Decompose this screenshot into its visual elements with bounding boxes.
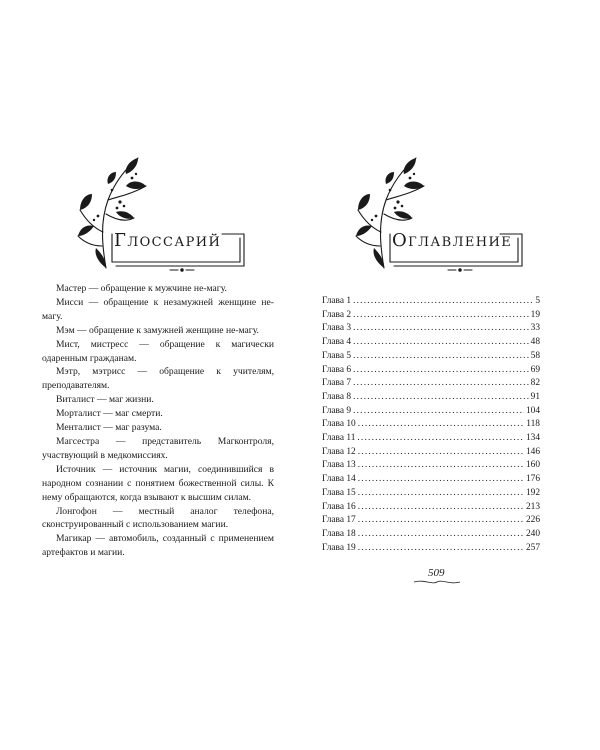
toc-dot-leader (357, 432, 524, 446)
toc-row (322, 391, 540, 405)
toc-page-number: 5 (535, 296, 540, 306)
toc-dot-leader (353, 336, 529, 350)
toc-page-number: 104 (525, 405, 540, 416)
toc-dot-leader (358, 487, 524, 501)
botanical-ornament-icon (350, 150, 550, 275)
folio-flourish-icon (412, 578, 462, 586)
toc-row (322, 514, 540, 528)
toc-chapter-label: Глава 17 (322, 515, 356, 526)
toc-row (322, 542, 540, 556)
toc-dot-leader (358, 446, 524, 460)
toc-page-number: 58 (530, 350, 540, 361)
toc-dot-leader (353, 309, 529, 323)
glossary-entry: Мисси — обращение к незамужней женщине не-магу. (42, 296, 274, 322)
toc-chapter-label: Глава 11 (322, 433, 356, 444)
toc-dot-leader (353, 364, 529, 378)
toc-chapter-label: Глава 19 (322, 542, 356, 553)
toc-dot-leader (353, 295, 533, 309)
toc-chapter-label: Глава 15 (322, 487, 356, 498)
toc-chapter-label: Глава 14 (322, 474, 356, 485)
toc-row (322, 336, 540, 350)
toc-page-number: 176 (525, 474, 540, 485)
glossary-entry: Мист, мистресс — обращение к магически одаренным гражданам. (42, 338, 274, 364)
table-of-contents (322, 295, 540, 555)
toc-row (322, 528, 540, 542)
glossary-entry: Виталист — маг жизни. (56, 394, 154, 406)
toc-chapter-label: Глава 6 (322, 364, 352, 375)
page-number: 509 (428, 567, 445, 579)
toc-row (322, 405, 540, 419)
toc-page-number: 213 (525, 501, 540, 512)
glossary-title: Глоссарий (114, 230, 222, 251)
toc-chapter-label: Глава 2 (322, 309, 352, 320)
right-page (300, 0, 600, 750)
toc-chapter-label: Глава 9 (322, 405, 352, 416)
toc-row (322, 377, 540, 391)
glossary-entry: Мэтр, мэтрисс — обращение к учителям, преподавателям. (42, 366, 274, 392)
toc-row (322, 446, 540, 460)
toc-row (322, 501, 540, 515)
toc-chapter-label: Глава 7 (322, 378, 352, 389)
toc-chapter-label: Глава 4 (322, 337, 352, 348)
toc-chapter-label: Глава 1 (322, 296, 352, 306)
toc-row (322, 364, 540, 378)
toc-row (322, 432, 540, 446)
toc-dot-leader (358, 501, 524, 515)
toc-dot-leader (358, 514, 524, 528)
toc-row (322, 459, 540, 473)
toc-row (322, 473, 540, 487)
toc-dot-leader (358, 542, 524, 556)
toc-chapter-label: Глава 3 (322, 323, 352, 334)
toc-row (322, 295, 540, 309)
glossary-entry: Менталист — маг разума. (56, 422, 162, 434)
toc-chapter-label: Глава 18 (322, 528, 356, 539)
glossary-entry: Морталист — маг смерти. (56, 408, 163, 420)
toc-chapter-label: Глава 13 (322, 460, 356, 471)
toc-page-number: 69 (530, 364, 540, 375)
toc-dot-leader (358, 418, 525, 432)
toc-chapter-label: Глава 16 (322, 501, 356, 512)
toc-page-number: 240 (525, 528, 540, 539)
toc-page-number: 226 (525, 515, 540, 526)
glossary-header (72, 150, 272, 275)
toc-dot-leader (353, 377, 529, 391)
glossary-entry: Мэм — обращение к замужней женщине не-магу. (56, 324, 259, 336)
toc-dot-leader (358, 528, 524, 542)
botanical-ornament-icon (72, 150, 272, 275)
glossary-entry: Магсестра — представитель Магконтроля, участвующий в медкомиссиях. (42, 435, 274, 461)
glossary-entry: Источник — источник магии, соединившийся в народном сознании с понятием божественной силы. К нему обращаются, когда взывают к высшим силам. (42, 463, 274, 503)
glossary-entry: Мастер — обращение к мужчине не-магу. (56, 283, 227, 294)
toc-row (322, 309, 540, 323)
toc-dot-leader (353, 405, 524, 419)
glossary-list (42, 282, 274, 560)
toc-dot-leader (353, 391, 529, 405)
toc-page-number: 91 (530, 391, 540, 402)
toc-page-number: 160 (525, 460, 540, 471)
toc-dot-leader (353, 350, 529, 364)
toc-page-number: 33 (530, 323, 540, 334)
toc-dot-leader (358, 473, 524, 487)
toc-page-number: 257 (525, 542, 540, 553)
toc-page-number: 19 (530, 309, 540, 320)
toc-chapter-label: Глава 8 (322, 391, 352, 402)
toc-chapter-label: Глава 10 (322, 419, 356, 430)
toc-chapter-label: Глава 12 (322, 446, 356, 457)
toc-row (322, 487, 540, 501)
toc-page-number: 192 (525, 487, 540, 498)
toc-row (322, 350, 540, 364)
toc-page-number: 134 (525, 433, 540, 444)
toc-chapter-label: Глава 5 (322, 350, 352, 361)
toc-page-number: 48 (530, 337, 540, 348)
toc-dot-leader (353, 322, 529, 336)
toc-page-number: 146 (525, 446, 540, 457)
glossary-entry: Лонгофон — местный аналог телефона, сконструированный с использованием магии. (42, 505, 274, 531)
toc-title: Оглавление (392, 230, 513, 251)
toc-row (322, 322, 540, 336)
toc-page-number: 82 (530, 378, 540, 389)
toc-row (322, 418, 540, 432)
toc-page-number: 118 (526, 419, 540, 430)
toc-dot-leader (358, 459, 524, 473)
glossary-entry: Магикар — автомобиль, созданный с применением артефактов и магии. (42, 533, 274, 559)
toc-header (350, 150, 550, 275)
